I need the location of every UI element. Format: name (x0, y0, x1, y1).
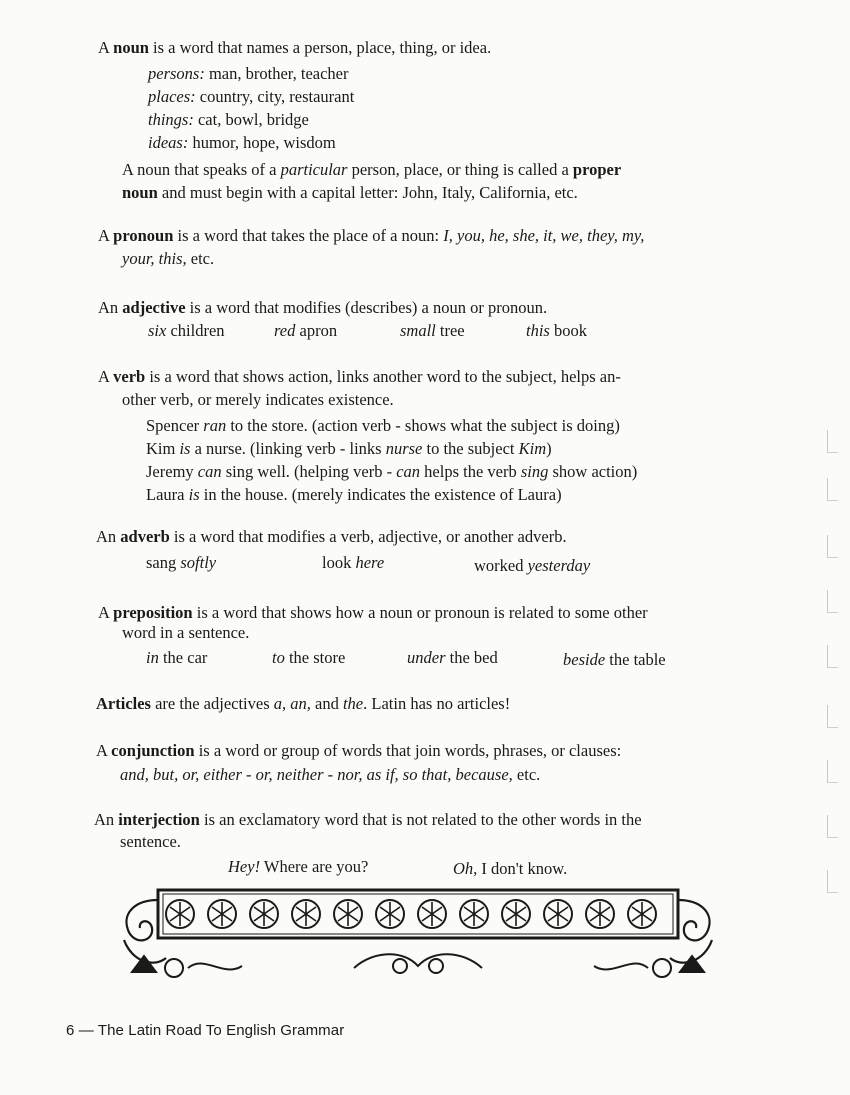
adjective-example: red apron (274, 321, 338, 340)
interjection-definition: An interjection is an exclamatory word that is not related to the other words in the (94, 810, 642, 829)
preposition-example: beside the table (563, 650, 666, 669)
palmette-row-icon (166, 900, 656, 928)
adjective-example: six children (148, 321, 225, 340)
book-title: The Latin Road To English Grammar (97, 1022, 345, 1039)
preposition-example: to the store (272, 648, 346, 667)
noun-example: ideas: humor, hope, wisdom (148, 133, 336, 152)
noun-definition: A noun is a word that names a person, place, thing, or idea. (98, 38, 492, 57)
noun-example: persons: man, brother, teacher (148, 64, 349, 83)
edge-mark (827, 645, 838, 668)
interjection-example: Hey! Where are you? (228, 857, 369, 876)
page-footer (66, 1022, 344, 1039)
pronoun-definition: A pronoun is a word that takes the place of a noun: I, you, he, she, it, we, they, my, (98, 226, 645, 245)
adverb-example: worked yesterday (474, 556, 591, 575)
noun-example: places: country, city, restaurant (148, 87, 355, 106)
bottom-ornament-icon (132, 954, 704, 977)
adjective-example: small tree (400, 321, 465, 340)
page-number: 6 (66, 1022, 75, 1039)
verb-definition: A verb is a word that shows action, links another word to the subject, helps an- (98, 367, 621, 386)
verb-example: Jeremy can sing well. (helping verb - can helps the verb sing show action) (146, 462, 638, 481)
edge-mark (827, 478, 838, 501)
proper-noun-line: A noun that speaks of a particular person, place, or thing is called a proper (122, 160, 622, 179)
noun-example: things: cat, bowl, bridge (148, 110, 309, 129)
verb-example: Spencer ran to the store. (action verb - shows what the subject is doing) (146, 416, 620, 435)
adverb-example: sang softly (146, 553, 217, 572)
preposition-example: under the bed (407, 648, 498, 667)
conjunction-examples: and, but, or, either - or, neither - nor, as if, so that, because, etc. (120, 765, 541, 784)
preposition-example: in the car (146, 648, 208, 667)
verb-example: Kim is a nurse. (linking verb - links nurse to the subject Kim) (146, 439, 552, 458)
edge-mark (827, 705, 838, 728)
edge-mark (827, 870, 838, 893)
adverb-definition: An adverb is a word that modifies a verb, adjective, or another adverb. (96, 527, 567, 546)
preposition-definition: A preposition is a word that shows how a noun or pronoun is related to some other (98, 603, 648, 622)
interjection-example: Oh, I don't know. (453, 859, 568, 878)
conjunction-definition: A conjunction is a word or group of words that join words, phrases, or clauses: (96, 741, 622, 760)
edge-mark (827, 590, 838, 613)
verb-continuation: other verb, or merely indicates existence. (122, 390, 394, 409)
adjective-example: this book (526, 321, 587, 340)
adjective-definition: An adjective is a word that modifies (describes) a noun or pronoun. (98, 298, 548, 317)
edge-mark (827, 430, 838, 453)
edge-mark (827, 535, 838, 558)
edge-mark (827, 815, 838, 838)
decorative-border-icon (114, 880, 722, 990)
articles-definition: Articles are the adjectives a, an, and the. Latin has no articles! (96, 694, 511, 713)
interjection-continuation: sentence. (120, 832, 181, 851)
edge-mark (827, 760, 838, 783)
pronoun-continuation: your, this, etc. (122, 249, 215, 268)
adverb-example: look here (322, 553, 385, 572)
footer-dash: — (78, 1022, 94, 1039)
verb-example: Laura is in the house. (merely indicates the existence of Laura) (146, 485, 562, 504)
preposition-continuation: word in a sentence. (122, 623, 250, 642)
proper-noun-line: noun and must begin with a capital letter: John, Italy, California, etc. (122, 183, 578, 202)
